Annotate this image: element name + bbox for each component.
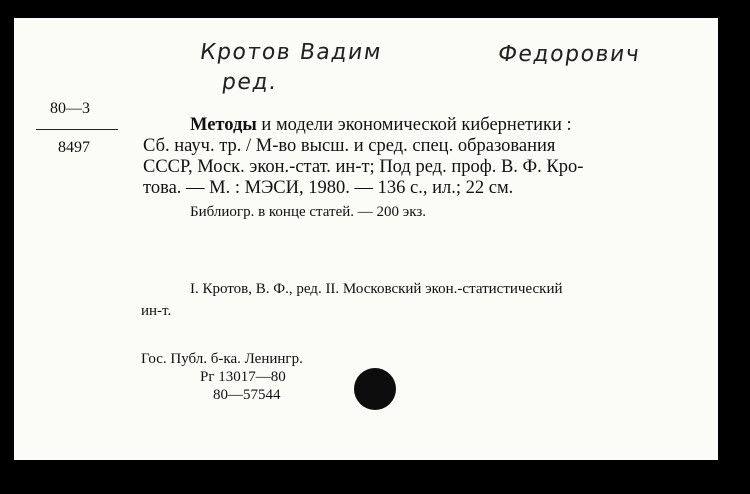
entry-note: Библиогр. в конце статей. — 200 экз. xyxy=(190,204,426,220)
call-number-divider xyxy=(36,129,118,130)
entry-title-bold: Методы xyxy=(190,115,257,135)
entry-line-4: това. — М. : МЭСИ, 1980. — 136 с., ил.; 22 см. xyxy=(143,178,514,198)
punch-hole xyxy=(354,368,396,410)
accession-code: 80—57544 xyxy=(213,387,281,403)
tracings-line-1: I. Кротов, В. Ф., ред. II. Московский экон.-статистический xyxy=(190,281,563,297)
entry-line-2: Сб. науч. тр. / М-во высш. и сред. спец. образования xyxy=(143,136,556,156)
handwritten-editor-abbrev: ред. xyxy=(220,70,280,95)
entry-line-3: СССР, Моск. экон.-стат. ин-т; Под ред. проф. В. Ф. Кро- xyxy=(143,157,584,177)
handwritten-patronymic: Федорович xyxy=(496,42,643,67)
entry-title-rest: и модели экономической кибернетики : xyxy=(261,115,572,135)
handwritten-name: Кротов Вадим xyxy=(198,40,384,65)
entry-line-1 xyxy=(190,115,572,136)
library-name: Гос. Публ. б-ка. Ленингр. xyxy=(141,351,303,367)
tracings-line-2: ин-т. xyxy=(141,303,172,319)
call-number-bottom: 8497 xyxy=(58,139,90,156)
registration-code: Рг 13017—80 xyxy=(200,369,286,385)
call-number-top: 80—3 xyxy=(50,100,90,117)
